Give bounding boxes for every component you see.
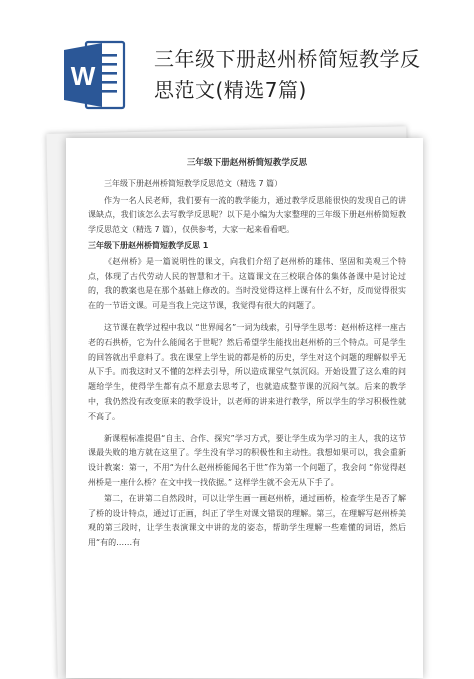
document-header [0, 0, 474, 125]
paragraph-2: 这节课在教学过程中我以 “世界闻名”一词为线索，引导学生思考：赵州桥这样一座古老的石拱桥，它为什么能闻名于世呢？然后希望学生能找出赵州桥的三个特点。可是学生的回答就出乎意料了。我在课堂上学生说的都是桥的历史，学生对这个问题的理解似乎无从下手。而我这时又不懂的怎样去引导，所以造成课堂气氛沉闷。开始设置了这么难的问题给学生，使得学生都有点不愿意去思考了，也就造成整节课的沉闷气氛。后来的教学中，我仍然没有改变原来的教学设计，以老师的讲来进行教学，所以学生的学习积极性就不高了。 [88, 322, 406, 421]
document-page [66, 138, 423, 678]
paragraph-4: 第二，在讲第二自然段时，可以让学生画一画赵州桥，通过画桥，检查学生是否了解了桥的设计特点，通过订正画，纠正了学生对课文错误的理解。第三，在理解写赵州桥美观的第三段时，让学生表演课文中讲的龙的姿态，帮助学生理解一些难懂的词语，然后用“有的……有 [88, 493, 406, 548]
section-heading-1: 三年级下册赵州桥简短教学反思 1 [88, 240, 209, 250]
page-title-line-2: 思范文(精选7篇) [154, 78, 307, 102]
word-icon-letter: W [70, 61, 96, 91]
intro-paragraph: 作为一名人民老师，我们要有一流的教学能力，通过教学反思能很快的发现自己的讲课缺点，我们该怎么去写教学反思呢？以下是小编为大家整理的三年级下册赵州桥简短教学反思范文（精选 7 篇），仅供参考，大家一起来看看吧。 [88, 195, 406, 235]
paragraph-1: 《赵州桥》是一篇说明性的课文，向我们介绍了赵州桥的雄伟、坚固和美观三个特点，体现了古代劳动人民的智慧和才干。这篇课文在三校联合体的集体备课中是讨论过的，我的教案也是在那个基础上修改的。当时没觉得这样上课有什么不好，反而觉得很实在的一节语文课。可是当我上完这节课，我觉得有很大的问题了。 [88, 256, 406, 311]
document-heading: 三年级下册赵州桥简短教学反思 [186, 158, 308, 168]
page-title-line-1: 三年级下册赵州桥简短教学反 [154, 47, 421, 71]
document-subtitle: 三年级下册赵州桥简短教学反思范文（精选 7 篇） [104, 178, 283, 188]
page-title [154, 44, 454, 106]
paragraph-3: 新课程标准提倡“自主、合作、探究”学习方式，要让学生成为学习的主人，我的这节课最失败的地方就在这里了。学生没有学习的积极性和主动性。我想如果可以，我会重新设计教案：第一，不用“为什么赵州桥能闻名于世”作为第一个问题了，我会问 “你觉得赵州桥是一座什么桥？在文中找一找依据。” 这样学生就不会无从下手了。 [88, 433, 406, 487]
document-body [88, 156, 406, 552]
word-document-icon [64, 38, 126, 112]
